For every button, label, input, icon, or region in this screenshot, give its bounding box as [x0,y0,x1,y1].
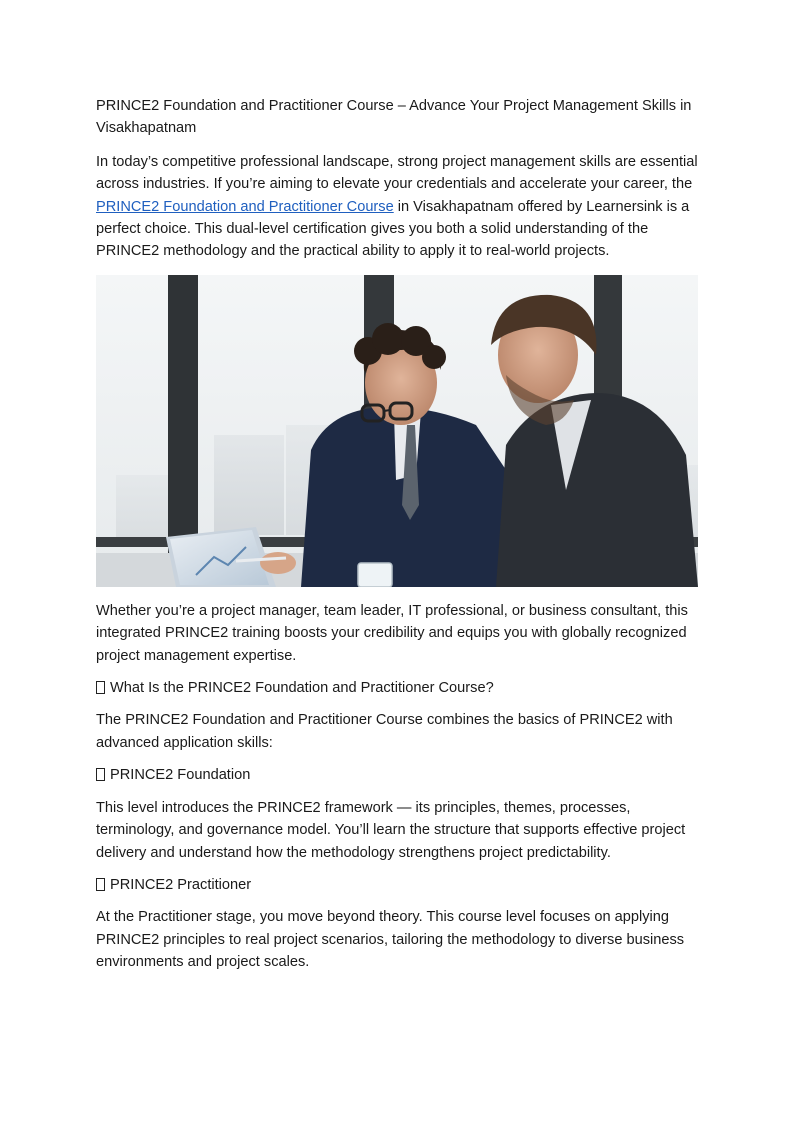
section-heading-practitioner-text: PRINCE2 Practitioner [110,876,252,893]
document-page [96,95,702,984]
section-what-is-body: The PRINCE2 Foundation and Practitioner Course combines the basics of PRINCE2 with advanced application skills: [96,712,673,751]
section-heading-practitioner [96,874,702,896]
section-practitioner-body: At the Practitioner stage, you move beyond theory. This course level focuses on applying PRINCE2 principles to real project scenarios, tailoring the methodology to diverse business environments and project scales. [96,909,685,971]
audience-paragraph: Whether you’re a project manager, team leader, IT professional, or business consultant, this integrated PRINCE2 training boosts your credibility and equips you with globally recognized project management expertise. [96,602,688,664]
missing-glyph-icon [96,681,105,694]
section-foundation-body: This level introduces the PRINCE2 framework — its principles, themes, processes, terminology, and governance model. You’ll learn the structure that supports effective project delivery and understand how the methodology strengthens project predictability. [96,799,686,861]
section-heading-what-is-text: What Is the PRINCE2 Foundation and Practitioner Course? [110,680,494,697]
course-link[interactable]: PRINCE2 Foundation and Practitioner Course [96,198,394,215]
section-heading-foundation-text: PRINCE2 Foundation [110,767,251,784]
section-heading-what-is [96,677,702,699]
missing-glyph-icon [96,878,105,891]
document-title: PRINCE2 Foundation and Practitioner Course – Advance Your Project Management Skills in Visakhapatnam [96,98,692,137]
missing-glyph-icon [96,768,105,781]
intro-paragraph [96,151,702,263]
intro-text-after-link: in Visakhapatnam offered by Learnersink is a perfect choice. This dual-level certification gives you both a solid understanding of the PRINCE2 methodology and the practical ability to apply it to real-world projects. [96,198,690,260]
intro-text-before-link: In today’s competitive professional landscape, strong project management skills are essential across industries. If you’re aiming to elevate your credentials and accelerate your career, the [96,153,698,193]
section-heading-foundation [96,764,702,786]
business-meeting-photo [96,275,698,587]
